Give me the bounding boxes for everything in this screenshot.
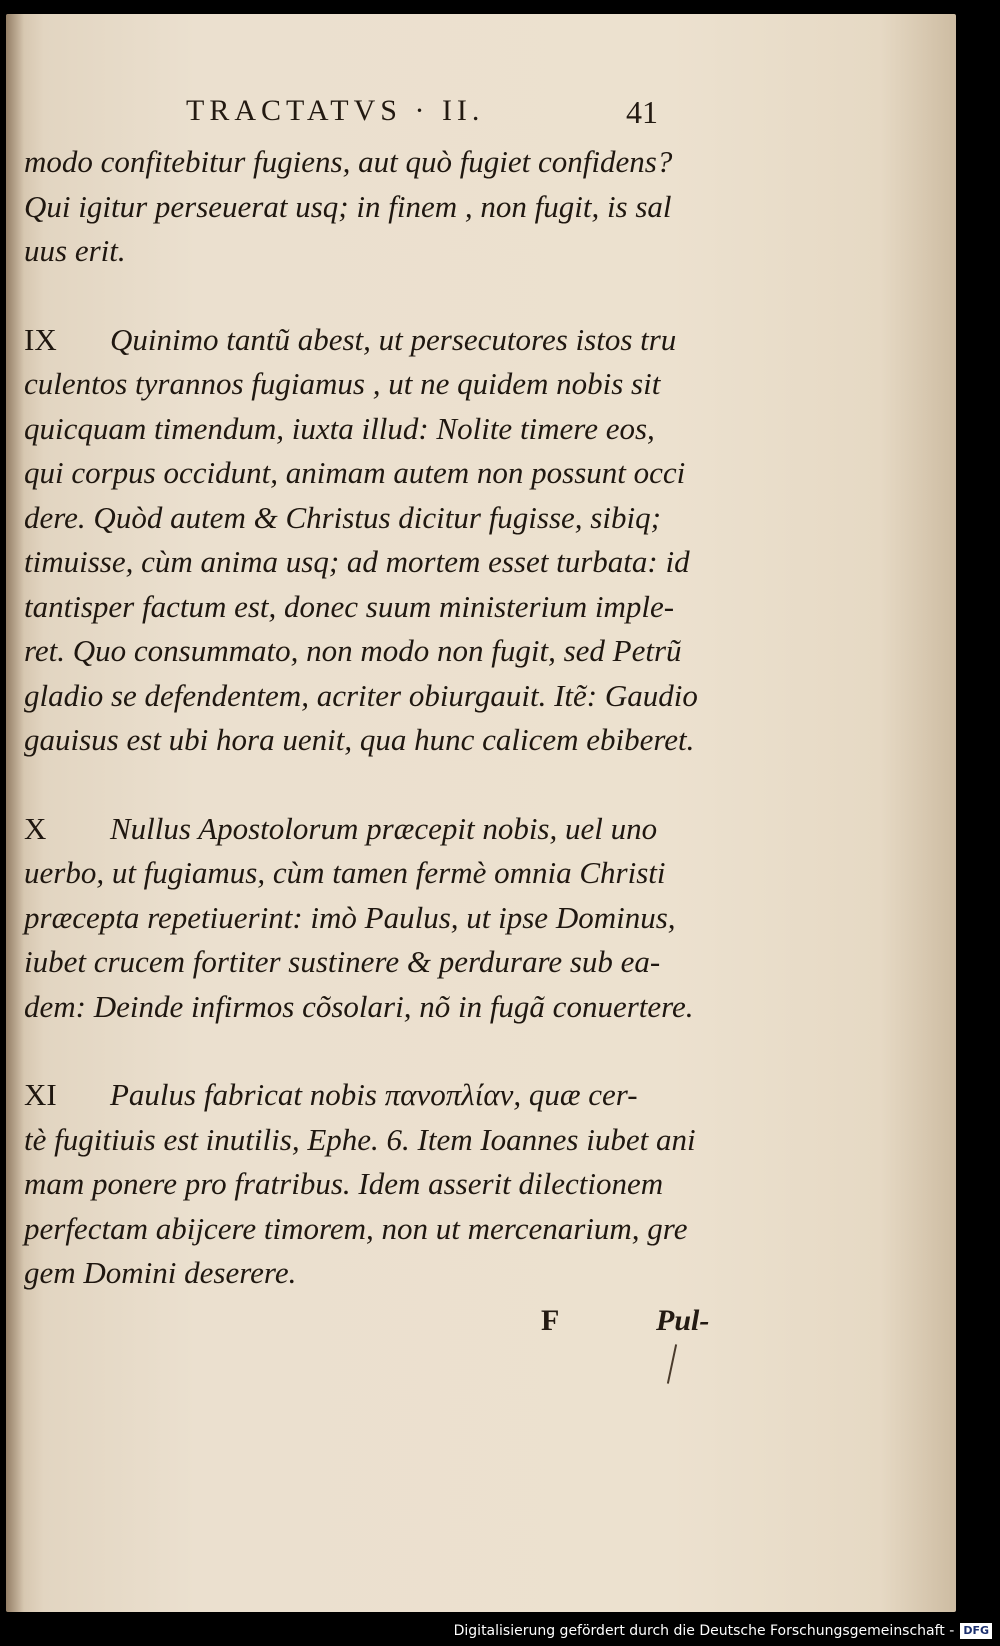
text-line: Paulus fabricat nobis πανοπλίαν, quæ cer- bbox=[110, 1077, 638, 1112]
signature-mark: F bbox=[541, 1304, 560, 1337]
text-line: modo confitebitur fugiens, aut quò fugiet confidens? bbox=[24, 144, 673, 179]
digitization-credit bbox=[454, 1618, 992, 1644]
paragraph-numeral: X bbox=[24, 810, 47, 846]
text-line: mam ponere pro fratribus. Idem asserit dilectionem bbox=[24, 1166, 664, 1201]
text-line: gauisus est ubi hora uenit, qua hunc calicem ebiberet. bbox=[24, 722, 695, 757]
text-line: tè fugitiuis est inutilis, Ephe. 6. Item Ioannes iubet ani bbox=[24, 1121, 696, 1157]
book-page bbox=[6, 14, 956, 1612]
text-line: quicquam timendum, iuxta illud: Nolite timere eos, bbox=[24, 410, 655, 446]
pencil-mark bbox=[667, 1344, 677, 1384]
paragraph-numeral: XI bbox=[24, 1077, 57, 1112]
text-line: qui corpus occidunt, animam autem non possunt occi bbox=[24, 455, 686, 490]
paragraph-first-line bbox=[24, 807, 724, 852]
text-line: præcepta repetiuerint: imò Paulus, ut ipse Dominus, bbox=[24, 899, 676, 935]
page-number: 41 bbox=[626, 94, 658, 130]
running-head: TRACTATVS · II. bbox=[186, 94, 485, 127]
text-line: ret. Quo consummato, non modo non fugit, sed Petrũ bbox=[24, 633, 682, 668]
text-line: uus erit. bbox=[24, 233, 126, 268]
text-line: dere. Quòd autem & Christus dicitur fugisse, sibiq; bbox=[24, 499, 661, 535]
text-line: gem Domini deserere. bbox=[24, 1255, 297, 1290]
text-line: Qui igitur perseuerat usq; in finem , non fugit, is sal bbox=[24, 188, 672, 224]
text-line: timuisse, cùm anima usq; ad mortem esset turbata: id bbox=[24, 544, 690, 579]
paragraph-numeral: IX bbox=[24, 321, 57, 357]
text-line: dem: Deinde infirmos cõsolari, nõ in fugã conuertere. bbox=[24, 988, 694, 1024]
text-line: tantisper factum est, donec suum ministerium imple- bbox=[24, 588, 675, 624]
text-line: iubet crucem fortiter sustinere & perdurare sub ea- bbox=[24, 944, 661, 979]
page-footer bbox=[6, 1304, 956, 1344]
text-block bbox=[24, 140, 724, 1296]
text-line: Quinimo tantũ abest, ut persecutores istos tru bbox=[110, 321, 677, 357]
text-line: perfectam abijcere timorem, non ut mercenarium, gre bbox=[24, 1210, 688, 1246]
page-header bbox=[6, 88, 956, 138]
paragraph-first-line bbox=[24, 1073, 724, 1118]
text-line: Nullus Apostolorum præcepit nobis, uel uno bbox=[110, 810, 658, 846]
dfg-logo: DFG bbox=[960, 1623, 992, 1639]
gutter-shadow bbox=[6, 14, 24, 1612]
text-line: uerbo, ut fugiamus, cùm tamen fermè omnia Christi bbox=[24, 855, 666, 890]
paragraph-first-line bbox=[24, 318, 724, 363]
text-line: culentos tyrannos fugiamus , ut ne quidem nobis sit bbox=[24, 366, 661, 401]
text-line: gladio se defendentem, acriter obiurgauit. Itẽ: Gaudio bbox=[24, 677, 698, 713]
credit-text: Digitalisierung gefördert durch die Deutsche Forschungsgemeinschaft - bbox=[453, 1623, 955, 1639]
catchword: Pul- bbox=[656, 1304, 710, 1337]
